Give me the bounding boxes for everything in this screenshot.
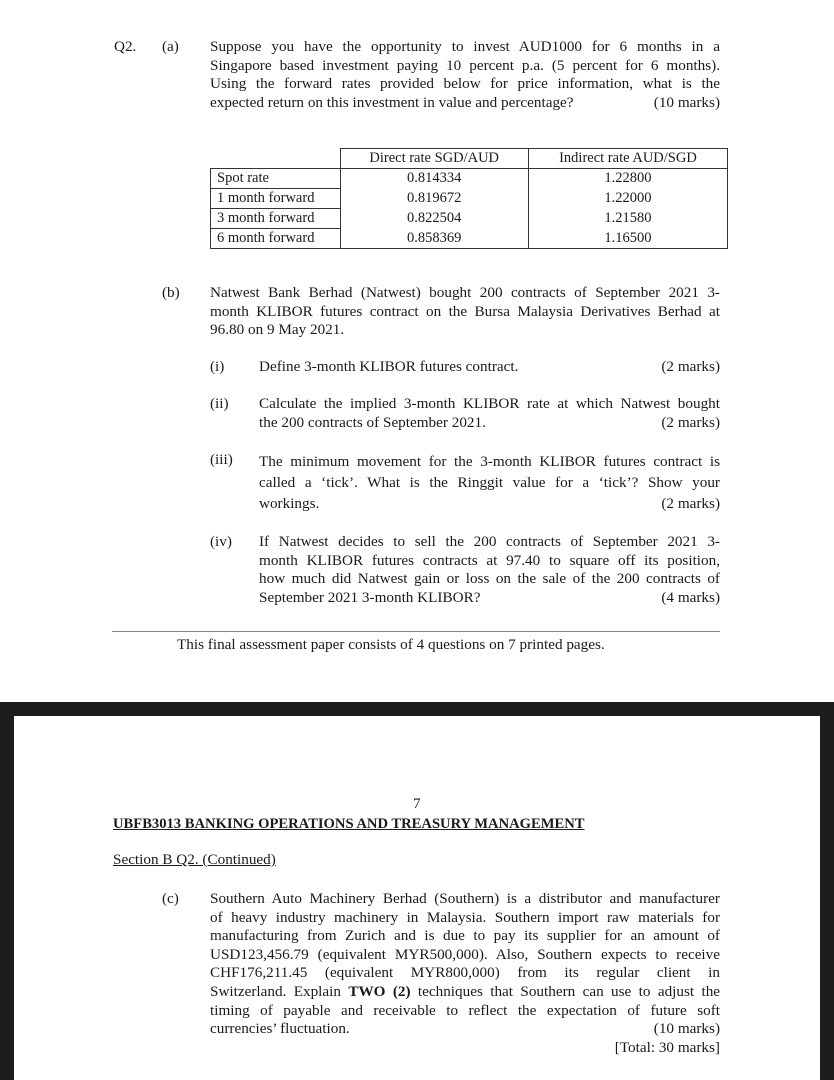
subpart-line: Define 3-month KLIBOR futures contract. [259,358,519,375]
subpart-line: how much did Natwest gain or loss on the sale of the 200 contracts of [259,570,720,588]
part-c-marks: (10 marks) [653,1020,720,1038]
subpart-line-last [259,414,720,433]
table-cell-label: 6 month forward [211,229,341,249]
table-cell-direct: 0.858369 [340,229,528,249]
table-cell-label: 1 month forward [211,189,341,209]
part-b-line: month KLIBOR futures contract on the Bursa Malaysia Derivatives Berhad at [210,302,720,320]
subpart-marks: (4 marks) [661,588,720,606]
question-number: Q2. [114,38,137,55]
part-c-question [210,890,720,1057]
table-row [211,189,728,209]
part-c-line: of heavy industry machinery in Malaysia. Southern import raw materials for [210,908,720,926]
part-a-question [210,38,720,112]
subpart-line: The minimum movement for the 3-month KLIBOR futures contract is [259,453,720,470]
subpart-number: (iv) [210,533,232,550]
table-cell-direct: 0.822504 [340,209,528,229]
subpart-line-last [259,493,720,514]
part-c-line: USD123,456.79 (equivalent MYR500,000). Also, Southern expects to receive [210,945,720,963]
table-cell-indirect: 1.16500 [528,229,727,249]
footer-note: This final assessment paper consists of 4 questions on 7 printed pages. [177,636,605,653]
subpart-ii [259,395,720,432]
part-a-line: Suppose you have the opportunity to invest AUD1000 for 6 months in a [210,38,720,55]
table-row [211,209,728,229]
subpart-number: (i) [210,358,225,375]
subpart-line: workings. [259,495,320,512]
subpart-line: the 200 contracts of September 2021. [259,413,486,431]
part-c-line-last [210,1020,720,1039]
subpart-iv [259,533,720,607]
section-heading: Section B Q2. (Continued) [113,851,276,868]
table-cell-label: Spot rate [211,169,341,189]
table-header-row [211,149,728,169]
subpart-line: If Natwest decides to sell the 200 contracts of September 2021 3- [259,533,720,550]
part-c-text: Switzerland. Explain [210,982,341,1000]
part-a-marks: (10 marks) [653,93,720,111]
part-a-label: (a) [162,38,179,55]
part-c-emphasis: TWO (2) [348,982,411,1000]
subpart-line: September 2021 3-month KLIBOR? [259,588,481,606]
part-c-line: currencies’ fluctuation. [210,1020,350,1038]
part-a-line: Using the forward rates provided below for price information, what is the [210,75,720,93]
table-header-direct: Direct rate SGD/AUD [340,149,528,169]
subpart-marks: (2 marks) [661,495,720,512]
subpart-line: Calculate the implied 3-month KLIBOR rate at which Natwest bought [259,395,720,412]
subpart-line-last [259,358,720,377]
subpart-line: called a ‘tick’. What is the Ringgit value for a ‘tick’? Show your [259,474,720,491]
table-row [211,169,728,189]
subpart-line-last [259,589,720,608]
exam-page-2 [0,716,834,1080]
subpart-iii [259,451,720,514]
table-cell-direct: 0.814334 [340,169,528,189]
table-cell-indirect: 1.22000 [528,189,727,209]
page-separator [0,702,834,716]
course-title: UBFB3013 BANKING OPERATIONS AND TREASURY MANAGEMENT [113,816,585,832]
part-b-line: Natwest Bank Berhad (Natwest) bought 200 contracts of September 2021 3- [210,284,720,301]
table-cell-direct: 0.819672 [340,189,528,209]
total-marks: [Total: 30 marks] [614,1038,720,1056]
part-c-line: CHF176,211.45 (equivalent MYR800,000) from its regular client in [210,964,720,982]
table-row [211,229,728,249]
part-c-line: timing of payable and receivable to reflect the expectation of future soft [210,1001,720,1019]
part-b-line: 96.80 on 9 May 2021. [210,321,345,339]
part-c-line: manufacturing from Zurich and is due to pay its supplier for an amount of [210,927,720,945]
part-b-label: (b) [162,284,180,301]
subpart-marks: (2 marks) [661,413,720,431]
part-c-label: (c) [162,890,179,907]
part-a-line: Singapore based investment paying 10 percent p.a. (5 percent for 6 months). [210,56,720,74]
part-c-text: techniques that Southern can use to adjust the [417,982,721,1000]
table-header-indirect: Indirect rate AUD/SGD [528,149,727,169]
table-header-empty [211,149,341,169]
page-number: 7 [413,795,421,812]
footer-divider [112,631,720,632]
subpart-marks: (2 marks) [661,358,720,375]
part-b-stem [210,284,720,340]
forward-rates-table [210,148,728,249]
part-a-line-last [210,94,720,113]
part-c-line-explain [210,983,720,1002]
part-c-line: Southern Auto Machinery Berhad (Southern) is a distributor and manufacturer [210,890,720,907]
table-cell-label: 3 month forward [211,209,341,229]
subpart-number: (ii) [210,395,229,412]
part-a-line: expected return on this investment in value and percentage? [210,93,574,111]
subpart-number: (iii) [210,451,233,468]
table-cell-indirect: 1.22800 [528,169,727,189]
table-cell-indirect: 1.21580 [528,209,727,229]
subpart-i [259,358,720,377]
subpart-line: month KLIBOR futures contracts at 97.40 to square off its position, [259,551,720,569]
